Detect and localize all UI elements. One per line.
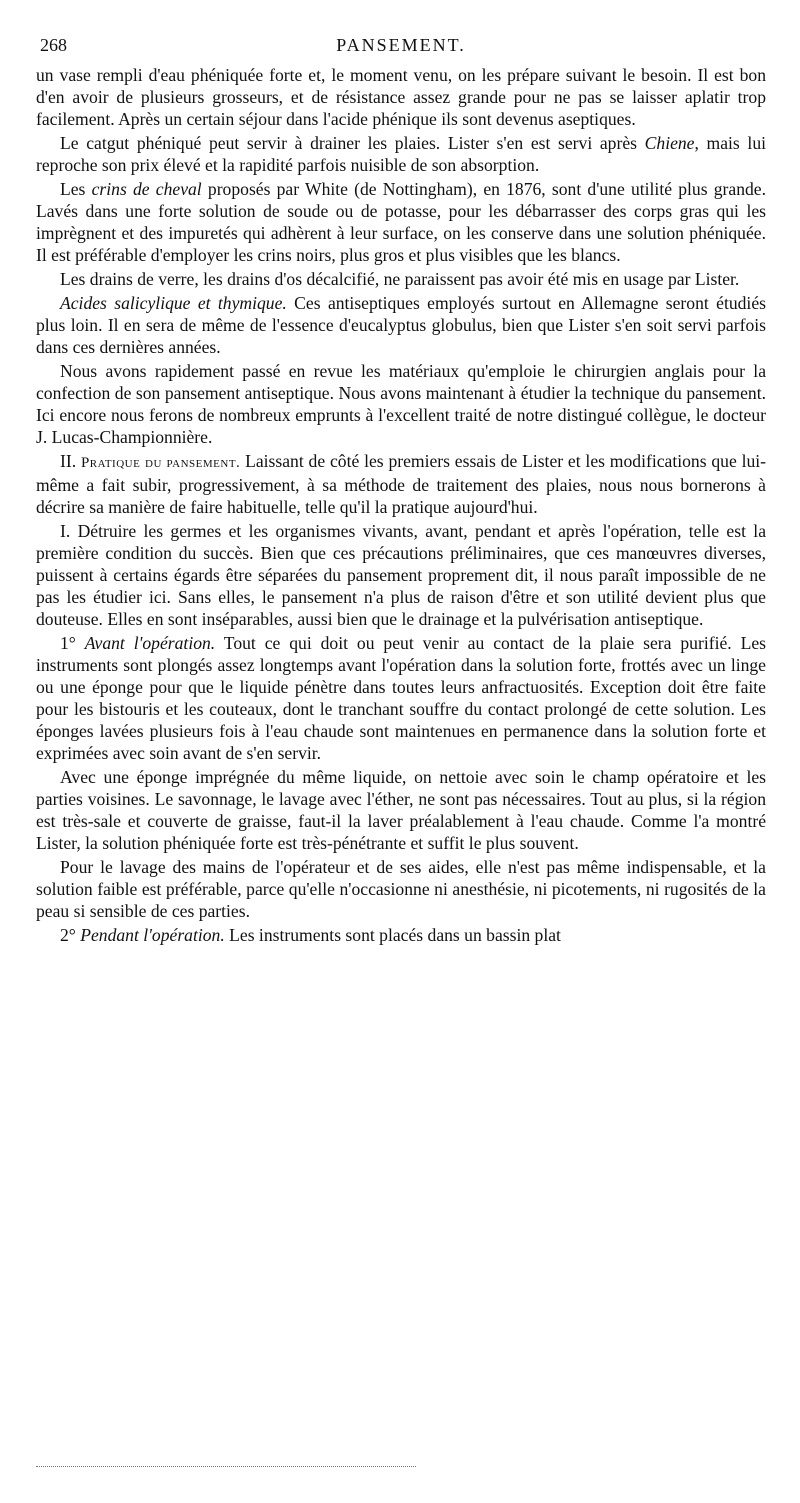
italic-heading: Avant l'opération. xyxy=(84,633,216,653)
italic-heading: Acides salicylique et thymique. xyxy=(60,293,287,313)
paragraph: Nous avons rapidement passé en revue les matériaux qu'emploie le chirurgien anglais pour la confection de son pansement antiseptique. Nous avons maintenant à étudier la technique du pansement. Ici encore nous ferons de nombreux emprunts à l'excellent traité de notre distingué collègue, le docteur J. Lucas-Championnière. xyxy=(36,361,766,447)
italic-term: Chiene xyxy=(644,133,695,153)
paragraph: Avec une éponge imprégnée du même liquide, on nettoie avec soin le champ opératoire et les parties voisines. Le savonnage, le lavage avec l'éther, ne sont pas nécessaires. Tout au plus, si la région est très-sale et couverte de graisse, faut-il la laver préalablement à l'eau chaude. Comme l'a montré Lister, la solution phéniquée forte est très-pénétrante et suffit le plus souvent. xyxy=(36,767,766,853)
paragraph: Les crins de cheval proposés par White (de Nottingham), en 1876, sont d'une utilité plus grande. Lavés dans une forte solution de soude ou de potasse, pour les débarrasser des corps gras qui les imprègnent et des impuretés qui adhèrent à leur surface, on les conserve dans une solution phéniquée. Il est préférable d'employer les crins noirs, plus gros et plus visibles que les blancs. xyxy=(36,179,766,265)
paragraph: II. Pratique du pansement. Laissant de côté les premiers essais de Lister et les modifications que lui-même a fait subir, progressivement, à sa méthode de traitement des plaies, nous nous bornerons à décrire sa manière de faire habituelle, telle qu'il la pratique aujourd'hui. xyxy=(36,451,766,517)
italic-term: crins de cheval xyxy=(91,179,202,199)
running-title: PANSEMENT. xyxy=(336,35,466,55)
paragraph: Acides salicylique et thymique. Ces antiseptiques employés surtout en Allemagne seront étudiés plus loin. Il en sera de même de l'essence d'eucalyptus globulus, bien que Lister s'en soit servi parfois dans ces dernières années. xyxy=(36,293,766,357)
paragraph: Pour le lavage des mains de l'opérateur et de ses aides, elle n'est pas même indispensable, et la solution faible est préférable, parce qu'elle n'occasionne ni anesthésie, ni picotements, ni rugosités de la peau si sensible de ces parties. xyxy=(36,857,766,921)
paragraph: 1° Avant l'opération. Tout ce qui doit ou peut venir au contact de la plaie sera purifié. Les instruments sont plongés assez longtemps avant l'opération dans la solution forte, frottés avec un linge ou une éponge pour que le liquide pénètre dans toutes leurs anfractuosités. Exception doit être faite pour les bistouris et les couteaux, dont le tranchant souffre du contact prolongé de cette solution. Les éponges lavées plusieurs fois à l'eau chaude sont maintenues en permanence dans la solution forte et exprimées avec soin avant de s'en servir. xyxy=(36,633,766,763)
section-heading: Pratique du pansement. xyxy=(80,455,241,471)
paragraph: Le catgut phéniqué peut servir à drainer les plaies. Lister s'en est servi après Chiene, mais lui reproche son prix élevé et la rapidité parfois nuisible de son absorption. xyxy=(36,133,767,175)
paragraph: un vase rempli d'eau phéniquée forte et, le moment venu, on les prépare suivant le besoin. Il est bon d'en avoir de plusieurs grosseurs, et de résistance assez grande pour ne pas se laisser aplatir trop facilement. Après un certain séjour dans l'acide phénique ils sont devenus aseptiques. xyxy=(36,65,766,129)
paragraph: Les drains de verre, les drains d'os décalcifié, ne paraissent pas avoir été mis en usage par Lister. xyxy=(60,269,740,289)
paragraph: I. Détruire les germes et les organismes vivants, avant, pendant et après l'opération, telle est la première condition du succès. Bien que ces précautions préliminaires, que ces manœuvres diverses, puissent à certains égards être séparées du pansement proprement dit, il nous paraît impossible de ne pas les étudier ici. Sans elles, le pansement n'a plus de raison d'être et son utilité devient plus que douteuse. Elles en sont inséparables, aussi bien que le drainage et la pulvérisation antiseptique. xyxy=(36,521,766,629)
italic-heading: Pendant l'opération. xyxy=(80,925,225,945)
paragraph: 2° Pendant l'opération. Les instruments sont placés dans un bassin plat xyxy=(60,925,561,945)
page-body xyxy=(36,64,766,948)
page-header xyxy=(36,28,766,62)
footer-rule xyxy=(36,1466,416,1467)
page-number: 268 xyxy=(40,35,67,55)
